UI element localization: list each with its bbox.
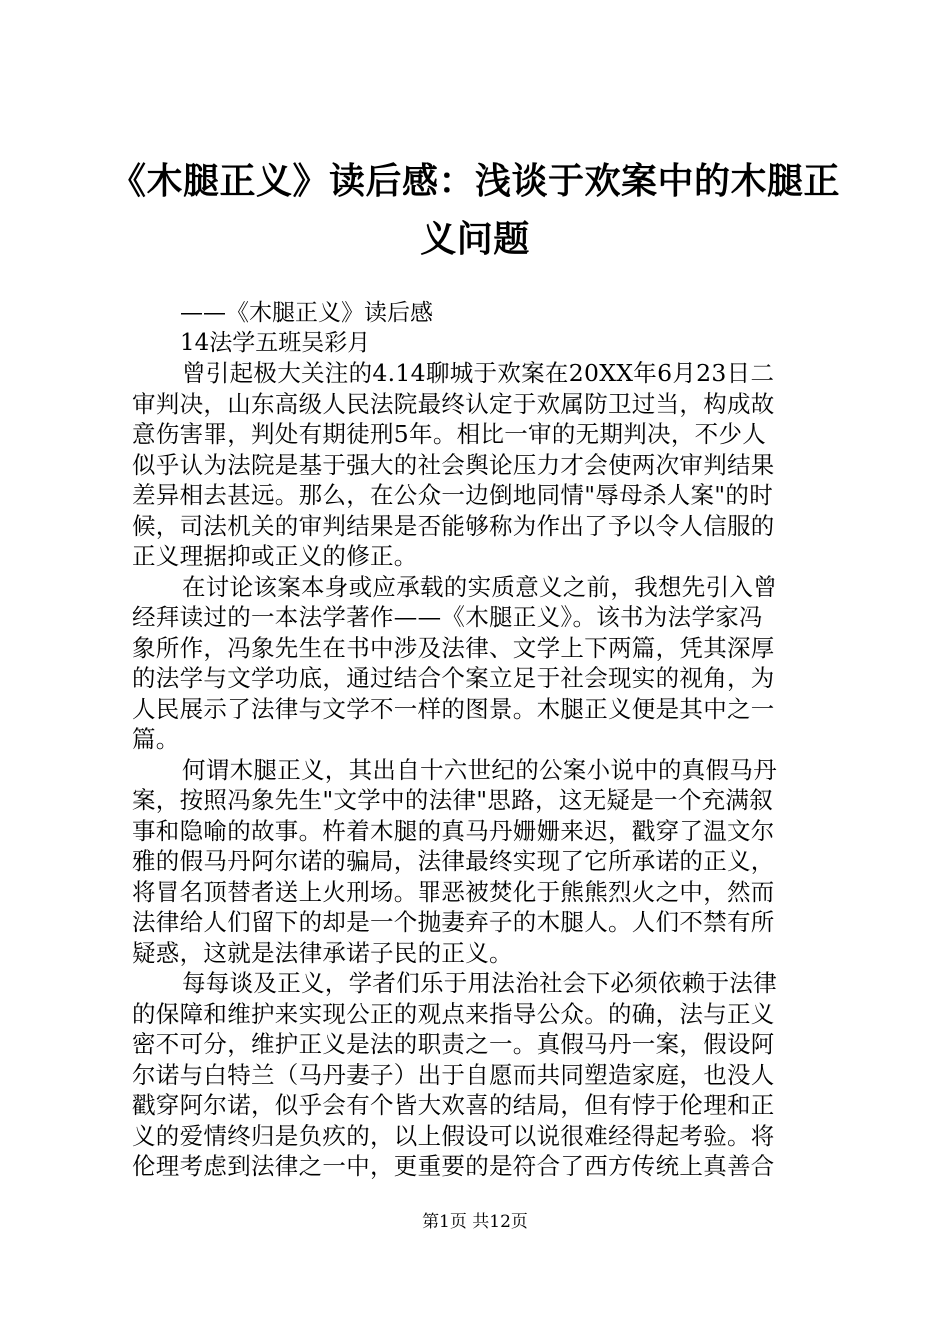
paragraph-line: 案，按照冯象先生"文学中的法律"思路，这无疑是一个充满叙 xyxy=(132,786,774,814)
paragraph xyxy=(132,572,832,755)
paragraph-line: 密不可分，维护正义是法的职责之一。真假马丹一案，假设阿 xyxy=(132,1030,775,1058)
document-body xyxy=(132,358,832,1182)
paragraph-line: 审判决，山东高级人民法院最终认定于欢属防卫过当，构成故 xyxy=(132,389,775,418)
paragraph-line: 意伤害罪，判处有期徒刑5年。相比一审的无期判决，不少人 xyxy=(132,420,767,448)
paragraph-line: 尔诺与白特兰（马丹妻子）出于自愿而共同塑造家庭，也没人 xyxy=(132,1060,775,1089)
paragraph-line: 疑惑，这就是法律承诺子民的正义。 xyxy=(132,938,513,967)
paragraph-line: 何谓木腿正义，其出自十六世纪的公案小说中的真假马丹 xyxy=(182,755,777,784)
paragraph-line: 的法学与文学功底，通过结合个案立足于社会现实的视角，为 xyxy=(132,664,775,692)
paragraph-line: 将冒名顶替者送上火刑场。罪恶被焚化于熊熊烈火之中，然而 xyxy=(132,877,775,906)
paragraph xyxy=(132,358,832,572)
document-title-line-2: 义问题 xyxy=(420,219,530,260)
paragraph-line: 的保障和维护来实现公正的观点来指导公众。的确，法与正义 xyxy=(132,999,775,1028)
paragraph-line: 雅的假马丹阿尔诺的骗局，法律最终实现了它所承诺的正义， xyxy=(132,847,775,875)
paragraph-line: 候，司法机关的审判结果是否能够称为作出了予以令人信服的 xyxy=(132,511,775,540)
paragraph-line: 篇。 xyxy=(132,725,180,753)
paragraph-line: 伦理考虑到法律之一中，更重要的是符合了西方传统上真善合 xyxy=(132,1152,775,1180)
page-number-footer: 第1页 共12页 xyxy=(422,1212,528,1232)
paragraph-line: 义的爱情终归是负疚的，以上假设可以说很难经得起考验。将 xyxy=(132,1121,775,1150)
paragraph-line: 曾引起极大关注的4.14聊城于欢案在20XX年6月23日二 xyxy=(182,359,775,387)
document-author: 14法学五班吴彩月 xyxy=(180,330,371,356)
paragraph-line: 每每谈及正义，学者们乐于用法治社会下必须依赖于法律 xyxy=(182,969,777,997)
paragraph-line: 似乎认为法院是基于强大的社会舆论压力才会使两次审判结果 xyxy=(132,450,775,479)
paragraph-line: 人民展示了法律与文学不一样的图景。木腿正义便是其中之一 xyxy=(132,694,775,723)
document-subtitle: ——《木腿正义》读后感 xyxy=(180,300,433,326)
paragraph-line: 正义理据抑或正义的修正。 xyxy=(132,542,418,570)
paragraph xyxy=(132,968,832,1182)
paragraph-line: 法律给人们留下的却是一个抛妻弃子的木腿人。人们不禁有所 xyxy=(132,908,775,936)
paragraph-line: 象所作，冯象先生在书中涉及法律、文学上下两篇，凭其深厚 xyxy=(132,633,775,662)
paragraph-line: 差异相去甚远。那么，在公众一边倒地同情"辱母杀人案"的时 xyxy=(132,481,774,509)
paragraph-line: 戳穿阿尔诺，似乎会有个皆大欢喜的结局，但有悖于伦理和正 xyxy=(132,1091,775,1119)
paragraph-line: 事和隐喻的故事。杵着木腿的真马丹姗姗来迟，戳穿了温文尔 xyxy=(132,816,775,845)
paragraph-line: 在讨论该案本身或应承载的实质意义之前，我想先引入曾 xyxy=(182,572,777,601)
paragraph-line: 经拜读过的一本法学著作——《木腿正义》。该书为法学家冯 xyxy=(132,603,763,631)
paragraph xyxy=(132,755,832,969)
document-title-line-1: 《木腿正义》读后感：浅谈于欢案中的木腿正 xyxy=(109,161,840,202)
